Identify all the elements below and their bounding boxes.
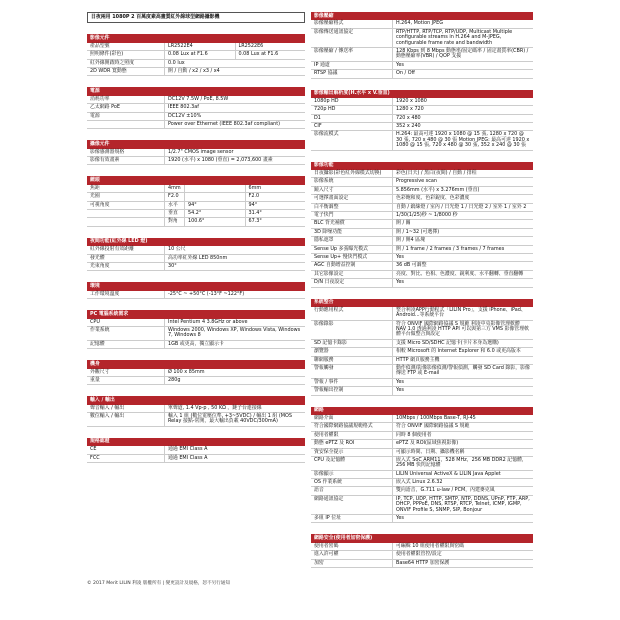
spec-row: [311, 115, 533, 123]
spec-value: 31.4°: [248, 210, 262, 217]
spec-label: 隱私遮罩: [311, 237, 393, 244]
spec-value: 動作偵測/影像影像偵測/警報偵測，觸發 SD Card 錄影，影像傳送 FTP 或 E-mail: [396, 365, 530, 377]
spec-value: DC12V 7.5W / PoE, 8.5W: [168, 95, 229, 102]
spec-label: 其它影像設定: [311, 271, 393, 278]
spec-value: [185, 193, 246, 200]
spec-value: 垂直: [165, 210, 185, 217]
spec-row: [87, 185, 305, 193]
spec-value: Yes: [396, 515, 404, 522]
spec-label: Sense Up 多張曝光模式: [311, 246, 393, 253]
spec-row: [87, 202, 305, 210]
spec-label: [87, 210, 165, 217]
spec-label: 網路介面: [311, 415, 393, 422]
spec-value: 可顯示時間、日期、攝影機名稱: [396, 448, 465, 455]
spec-row: [311, 515, 533, 523]
spec-row: [311, 307, 533, 321]
spec-value: Power over Ethernet (IEEE 802.3af compliant): [168, 120, 281, 127]
spec-label: 重量: [87, 377, 165, 384]
spec-value: 符合 ONVIF 國際網路協議 S 規範 利凌中央影像管理軟體 NAV 1.0 透過利凌 HTTP API 可以與第三方 VMS 影像管理軟體平台做整合與設定: [396, 320, 529, 338]
spec-row: [87, 263, 305, 271]
spec-row: [87, 96, 305, 104]
spec-label: 外觀尺寸: [87, 369, 165, 376]
spec-value: 10 公尺: [168, 246, 186, 253]
spec-value: Yes: [396, 378, 404, 385]
spec-section: [87, 238, 305, 272]
spec-label: 聯網服務: [311, 357, 393, 364]
spec-label: D1: [311, 115, 393, 122]
spec-value: 6mm: [248, 184, 262, 191]
spec-value: IEEE 802.3af: [168, 104, 199, 111]
spec-value: 0.08 Lux at F1.6: [165, 51, 236, 58]
spec-value: 67.3°: [248, 218, 262, 225]
spec-row: [311, 551, 533, 559]
spec-label: [87, 218, 165, 225]
spec-value: 開 / 自動 / x2 / x3 / x4: [168, 67, 220, 74]
spec-value: 100.6°: [185, 218, 246, 225]
spec-section: [87, 396, 305, 427]
spec-section: [87, 87, 305, 129]
spec-value: LILIN Universal ActiveX & LILIN Java Applet: [396, 470, 501, 477]
spec-row: [311, 98, 533, 106]
spec-section: [87, 310, 305, 349]
spec-label: 影像系統: [311, 178, 393, 185]
spec-value: 嵌入式 SoC ARM11，528 MHz，256 MB DDR2 記憶體，256 MB 快閃記憶體: [396, 456, 527, 469]
spec-value: 1GB 或更高，獨立顯示卡: [168, 340, 224, 347]
spec-row: [311, 246, 533, 254]
spec-label: 工作環境溫度: [87, 291, 165, 298]
spec-row: [311, 379, 533, 387]
spec-label: 數位輸入 / 輸出: [87, 413, 165, 426]
spec-row: [311, 48, 533, 62]
section-header: 攝像元件: [87, 140, 305, 148]
spec-label: 2D WDR 寬動態: [87, 68, 165, 75]
spec-row: [87, 446, 305, 454]
spec-value: 高功率紅外線 LED 850nm: [168, 254, 228, 261]
spec-row: [87, 218, 305, 226]
spec-row: [311, 237, 533, 245]
spec-row: [311, 229, 533, 237]
spec-value: Intel Pentium 4 3.8GHz or above: [168, 318, 248, 325]
spec-value: 自動 / 鎢絲燈 / 室內 / 日光燈 1 / 日光燈 2 / 室外 1 / 室外 2: [396, 203, 527, 210]
spec-row: [311, 440, 533, 448]
spec-value: Windows 2000, Windows XP, Windows Vista, Windows 7, Windows 8: [168, 326, 301, 339]
spec-label: 發光體: [87, 255, 165, 262]
spec-label: 資安保全提示: [311, 449, 393, 456]
spec-section: [311, 534, 533, 568]
spec-value: F2.0: [248, 193, 260, 200]
spec-section: [311, 299, 533, 396]
spec-label: 使用者密碼: [311, 543, 393, 550]
spec-row: [87, 193, 305, 201]
spec-section: [87, 140, 305, 165]
spec-value: On / Off: [396, 70, 415, 77]
spec-value: 水平: [165, 202, 185, 209]
section-header: PC 電腦系統需求: [87, 310, 305, 318]
section-header: 影像元件: [87, 34, 305, 42]
spec-value: 30°: [168, 262, 177, 269]
spec-value: IP, TCP, UDP, HTTP, SMTP, NTP, DDNS, UPnP, FTP, ARP, DHCP, PPPoE, DNS, RTSP, RTCP, Telnet, ICMP, IGMP, ONVIF Profile S, SNMP, SIP, Bonjour: [396, 495, 530, 513]
spec-row: [87, 60, 305, 68]
spec-value: 開 / 關: [396, 220, 411, 227]
spec-row: [87, 43, 305, 51]
spec-row: [311, 449, 533, 457]
spec-label: 影像錄影: [311, 321, 393, 339]
product-title: 日夜兩用 1080P 2 百萬度素高畫質紅外線球型網路攝影機: [87, 12, 305, 23]
section-header: 影像壓縮: [311, 12, 533, 20]
spec-value: 4mm: [165, 185, 185, 192]
spec-section: [87, 438, 305, 463]
spec-row: [87, 455, 305, 463]
section-header: 系統整合: [311, 299, 533, 307]
spec-label: D/N 日夜設定: [311, 279, 393, 286]
spec-value: Yes: [396, 279, 404, 286]
spec-label: 焦距: [87, 185, 165, 192]
spec-value: 色彩飽和度、色彩銳度、色彩濃度: [396, 195, 470, 202]
spec-value: 亮度、對比、色相、色濃度、銳利度、水平翻轉、垂直翻轉: [396, 270, 524, 277]
spec-row: [311, 487, 533, 495]
spec-row: [311, 365, 533, 379]
section-header: 網路安全(使用者加密保護): [311, 534, 533, 542]
spec-label: IP 通道: [311, 62, 393, 69]
spec-row: [87, 157, 305, 165]
spec-row: [311, 131, 533, 150]
spec-label: 乙太網路 PoE: [87, 104, 165, 111]
left-column: [87, 12, 305, 474]
spec-value: 54.2°: [185, 210, 246, 217]
spec-label: Sense Up+ 慢快門模式: [311, 254, 393, 261]
spec-row: [311, 432, 533, 440]
spec-row: [311, 195, 533, 203]
spec-value: -25°C ~ +50°C (-13°F ~122°F): [168, 290, 245, 297]
spec-value: 5.856mm (水平) x 3.276mm (垂直): [396, 186, 480, 193]
section-header: 電源: [87, 87, 305, 95]
spec-row: [87, 377, 305, 385]
spec-row: [87, 319, 305, 327]
spec-label: 影像壓縮格式: [311, 20, 393, 27]
section-header: 輸入 / 輸出: [87, 396, 305, 404]
spec-label: CPU 及記憶體: [311, 457, 393, 470]
spec-section: [311, 407, 533, 524]
spec-row: [311, 271, 533, 279]
spec-row: [87, 149, 305, 157]
spec-row: [311, 423, 533, 431]
spec-row: [311, 220, 533, 228]
spec-row: [311, 321, 533, 340]
spec-row: [87, 291, 305, 299]
spec-value: 整合利凌APP行動程式「LILIN Pro」，支援 iPhone、iPad、Android...等系統平台: [396, 306, 526, 319]
spec-row: [87, 341, 305, 349]
spec-label: 多組 IP 位址: [311, 515, 393, 522]
spec-value: 支援 Micro SD/SDHC 記憶卡(卡片本身為選購): [396, 339, 499, 346]
spec-value: 開 / 1 frame / 2 frames / 3 frames / 7 frames: [396, 245, 505, 252]
spec-label: 使用者權限: [311, 432, 393, 439]
section-header: 網路: [311, 407, 533, 415]
spec-label: 影像感測器規格: [87, 149, 165, 156]
spec-value: 280g: [168, 376, 181, 383]
spec-label: RTSP 協議: [311, 70, 393, 77]
spec-value: 352 x 240: [396, 123, 421, 130]
spec-value: 1/30(1/25)秒 ~ 1/8000 秒: [396, 211, 458, 218]
spec-row: [311, 204, 533, 212]
spec-value: Yes: [396, 61, 404, 68]
spec-row: [87, 405, 305, 413]
spec-label: 3D 降噪功能: [311, 229, 393, 236]
spec-row: [311, 457, 533, 471]
spec-row: [87, 327, 305, 341]
spec-value: 94°: [185, 202, 246, 209]
spec-label: AGC 自動增益控制: [311, 262, 393, 269]
spec-row: [87, 51, 305, 59]
spec-label: [87, 121, 165, 128]
spec-value: 720 x 480: [396, 114, 421, 121]
spec-label: 照明條件(彩色): [87, 51, 165, 58]
spec-value: 對角: [165, 218, 185, 225]
spec-row: [87, 113, 305, 121]
spec-value: Ø 100 x 85mm: [168, 368, 205, 375]
spec-row: [311, 279, 533, 287]
spec-label: 影像壓縮 / 傳送率: [311, 48, 393, 61]
spec-label: 進入許可權: [311, 551, 393, 558]
spec-label: 語音: [311, 487, 393, 494]
spec-row: [311, 496, 533, 515]
spec-value: 1280 x 720: [396, 106, 424, 113]
spec-label: 符合國際網路協議規範格式: [311, 423, 393, 430]
spec-label: 產品型號: [87, 43, 165, 50]
spec-label: 光圈: [87, 193, 165, 200]
spec-value: 相較 Microsoft 的 Internet Explorer 和 6.0 或更高版本: [396, 348, 521, 355]
spec-section: [87, 176, 305, 226]
spec-row: [311, 187, 533, 195]
right-column: [311, 12, 533, 579]
spec-value: 36 dB 可調整: [396, 262, 427, 269]
spec-value: Base64 HTTP 加密保護: [396, 559, 450, 566]
spec-value: ePTZ 及 ROI(區域焦視影像): [396, 440, 459, 447]
spec-value: 同時 8 個使用者: [396, 431, 432, 438]
spec-value: HTTP 網頁服務主機: [396, 356, 440, 363]
spec-label: SD 記憶卡錄影: [311, 340, 393, 347]
spec-row: [311, 170, 533, 178]
spec-row: [311, 543, 533, 551]
spec-value: RTP/HTTP, RTP/TCP, RTP/UDP, Multicast Multiple configurable streams in H.264 and M-JPEG, configurable frame rate and bandwidth: [396, 28, 513, 46]
spec-row: [311, 560, 533, 568]
spec-row: [87, 369, 305, 377]
spec-label: 白平衡調整: [311, 204, 393, 211]
spec-value: DC12V ±10%: [168, 112, 202, 119]
section-header: 影像輸出解析度(H.水平 x V.垂直): [311, 90, 533, 98]
spec-label: 光束角度: [87, 263, 165, 270]
spec-value: 使用者權限管控/設定: [396, 551, 442, 558]
spec-label: 聲音輸入 / 輸出: [87, 405, 165, 412]
spec-label: 紅外線開啟時之照度: [87, 60, 165, 67]
spec-row: [87, 210, 305, 218]
spec-label: 電源: [87, 113, 165, 120]
spec-row: [311, 340, 533, 348]
section-header: 規格認證: [87, 438, 305, 446]
spec-value: 開 / 1~32 (可選擇): [396, 228, 440, 235]
spec-value: 可編輯 10 組使用者權限與密碼: [396, 542, 465, 549]
spec-value: 94°: [248, 201, 258, 208]
copyright-footer: © 2017 Merit LILIN 利凌 版權所有 | 變更設計及規格，恕不另行通知: [87, 581, 230, 586]
spec-value: LR2522E6: [238, 42, 264, 49]
spec-value: 0.0 lux: [168, 59, 185, 66]
spec-row: [87, 255, 305, 263]
spec-row: [87, 246, 305, 254]
spec-value: H.264, Motion JPEG: [396, 20, 443, 27]
spec-label: 電子快門: [311, 212, 393, 219]
spec-label: 影像傳送通訊協定: [311, 29, 393, 47]
spec-label: 警報觸發: [311, 365, 393, 378]
spec-value: 彩色(日天) / 黑白(夜間) / 自動 / 排程: [396, 170, 477, 177]
section-header: 影像功能: [311, 162, 533, 170]
spec-section: [87, 282, 305, 299]
spec-row: [87, 104, 305, 112]
spec-label: 瀏覽器: [311, 348, 393, 355]
spec-value: 嵌入式 Linux 2.6.32: [396, 479, 443, 486]
spec-value: 通過 EMI Class A: [168, 446, 208, 453]
spec-row: [311, 471, 533, 479]
spec-label: 加密: [311, 560, 393, 567]
spec-value: H.264: 最高可達 1920 x 1080 @ 15 張, 1280 x 720 @ 30 張, 720 x 480 @ 30 張 Motion JPEG: 最高可達 1920 x 1080 @ 15 張, 720 x 480 @ 30 張, 352 x 240 @ 30 張: [396, 131, 530, 149]
spec-label: 警報 / 事件: [311, 379, 393, 386]
section-header: 機身: [87, 360, 305, 368]
spec-value: 開 / 開4 區塊: [396, 237, 425, 244]
spec-value: [185, 185, 246, 192]
spec-label: 作業系統: [87, 327, 165, 340]
spec-label: 可選擇畫面設定: [311, 195, 393, 202]
spec-label: 影像有效畫素: [87, 157, 165, 164]
spec-label: 記憶體: [87, 341, 165, 348]
spec-value: 雙向語音，G.711 u-law / PCM，內建麥克風: [396, 487, 495, 494]
spec-value: F2.0: [165, 193, 185, 200]
spec-section: [87, 360, 305, 385]
spec-row: [311, 29, 533, 48]
spec-row: [87, 68, 305, 76]
spec-value: 1/2.7" CMOS image sensor: [168, 148, 234, 155]
spec-label: 行動應用程式: [311, 307, 393, 320]
spec-label: CIF: [311, 123, 393, 130]
spec-label: 警報輸出控制: [311, 387, 393, 394]
spec-label: 動態 ePTZ 及 ROI: [311, 440, 393, 447]
spec-value: 0.08 Lux at F1.6: [238, 51, 279, 58]
spec-label: 鏡入尺寸: [311, 187, 393, 194]
section-header: 環境: [87, 282, 305, 290]
spec-label: 影像流模式: [311, 131, 393, 149]
spec-row: [311, 20, 533, 28]
spec-label: 日夜攝影(彩色紅外線模式切換): [311, 170, 393, 177]
spec-value: LR2522E4: [165, 43, 236, 50]
spec-row: [87, 121, 305, 129]
spec-label: 消耗功率: [87, 96, 165, 103]
spec-row: [311, 106, 533, 114]
spec-label: OS 作業系統: [311, 479, 393, 486]
spec-label: CE: [87, 446, 165, 453]
spec-section: [311, 162, 533, 288]
spec-label: FCC: [87, 455, 165, 462]
spec-row: [311, 348, 533, 356]
spec-row: [311, 178, 533, 186]
spec-label: 紅外線投射有效距離: [87, 246, 165, 253]
spec-value: 1920 x 1080: [396, 97, 427, 104]
spec-value: 10Mbps / 100Mbps Base-T, RJ-45: [396, 414, 476, 421]
spec-row: [87, 413, 305, 427]
spec-label: 1080p HD: [311, 98, 393, 105]
spec-value: 單聲道, 1.4 Vp-p , 50 KΩ ，鏈子台連接線: [168, 404, 262, 411]
spec-value: 通過 EMI Class A: [168, 454, 208, 461]
spec-value: 1920 (水平) x 1080 (垂直) = 2,073,600 畫素: [168, 157, 273, 164]
spec-row: [311, 70, 533, 78]
spec-label: CPU: [87, 319, 165, 326]
spec-label: 影像顯示: [311, 471, 393, 478]
spec-label: 網路通訊協定: [311, 496, 393, 514]
spec-label: 720p HD: [311, 106, 393, 113]
spec-value: Yes: [396, 387, 404, 394]
spec-section: [87, 34, 305, 76]
spec-label: 可視角度: [87, 202, 165, 209]
spec-row: [311, 262, 533, 270]
spec-value: Progressive scan: [396, 178, 438, 185]
spec-value: 輸入 1 組 (數位電壓位準, +3~5VDC) / 輸出 1 組 (MOS Relay 接點-常開，最大輸出負載 40VDC/300mA): [168, 413, 292, 425]
spec-row: [311, 387, 533, 395]
spec-section: [311, 12, 533, 79]
spec-row: [311, 62, 533, 70]
spec-value: 128 Kbps 到 8 Mbps 動態率/固定碼率 / 固定畫質率(CBR) / 動態壓縮率(VBR) / QOP 支援: [396, 47, 529, 60]
spec-label: BLC 背光補償: [311, 220, 393, 227]
spec-row: [311, 357, 533, 365]
spec-value: 符合 ONVIF 國際網路協議 S 規範: [396, 423, 470, 430]
spec-section: [311, 90, 533, 151]
section-header: 鏡頭: [87, 176, 305, 184]
spec-value: Yes: [396, 253, 404, 260]
section-header: 夜間功能(紅外線 LED 燈): [87, 238, 305, 246]
